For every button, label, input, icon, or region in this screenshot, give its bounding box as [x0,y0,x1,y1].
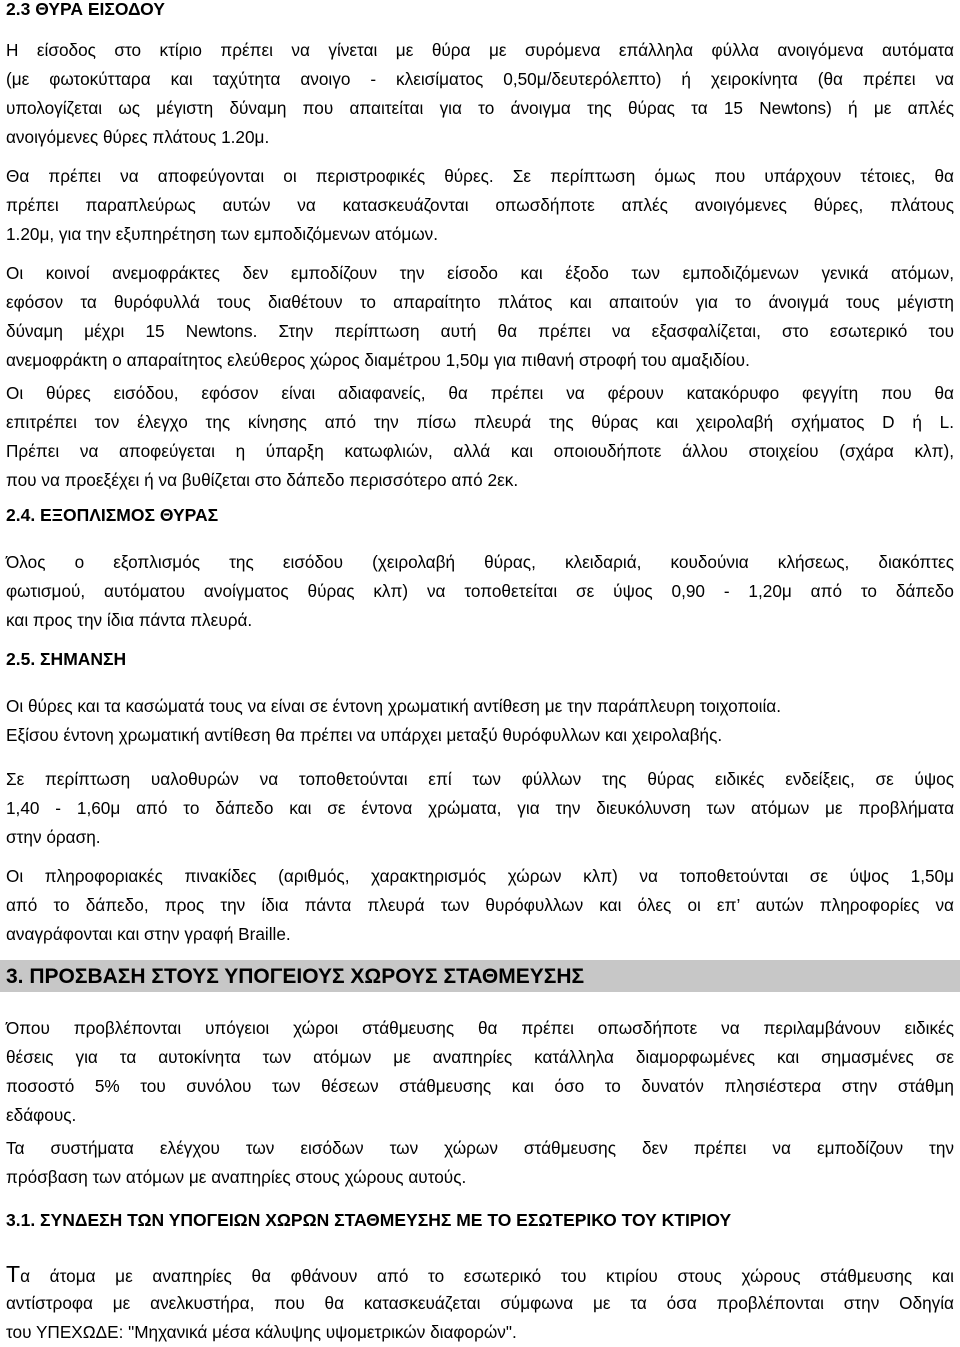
section-heading-2-5 [6,645,954,674]
section-heading-3: 3. ΠΡΟΣΒΑΣΗ ΣΤΟΥΣ ΥΠΟΓΕΙΟΥΣ ΧΩΡΟΥΣ ΣΤΑΘΜΕΥΣΗΣ [6,965,585,988]
paragraph-line: αναγράφονται και στην γραφή Braille. [6,924,291,944]
paragraph-opaque-doors [6,379,954,495]
paragraph-info-signs [6,862,954,949]
paragraph-line: ανοιγόμενες θύρες πλάτους 1.20μ. [6,127,270,147]
paragraph-line: Οι θύρες και τα κασώματά τους να είναι σε έντονη χρωματική αντίθεση με την παράπλευρη τοιχοποιία. [6,696,782,716]
drop-letter: Τ [6,1261,21,1287]
paragraph-underground-parking [6,1014,954,1130]
section-heading-2-4 [6,501,954,530]
paragraph-line: φωτισμού, αυτόματου ανοίγματος θύρας κλπ) να τοποθετείται σε ύψος 0,90 - 1,20μ από το δάπεδο [6,581,954,601]
paragraph-line: 1,40 - 1,60μ από το δάπεδο και σε έντονα χρώματα, για την διευκόλυνση των ατόμων με προβλήματα [6,798,954,818]
paragraph-line: Όπου προβλέπονται υπόγειοι χώροι στάθμευσης θα πρέπει οπωσδήποτε να περιλαμβάνουν ειδικές [6,1018,954,1038]
paragraph-revolving-doors [6,162,954,249]
paragraph-line: 1.20μ, για την εξυπηρέτηση των εμποδιζόμενων ατόμων. [6,224,439,244]
paragraph-line: Όλος ο εξοπλισμός της εισόδου (χειρολαβή θύρας, κλειδαριά, κουδούνια κλήσεως, διακόπτες [6,552,954,572]
section-heading-3-1 [6,1206,954,1235]
paragraph-line: και προς την ίδια πάντα πλευρά. [6,610,253,630]
paragraph-line: ποσοστό 5% του συνόλου των θέσεων στάθμευσης και όσο το δυνατόν πλησιέστερα στην στάθμη [6,1076,954,1096]
paragraph-entrance-door [6,36,954,152]
paragraph-line: (με φωτοκύτταρα και ταχύτητα ανοιγο - κλεισίματος 0,50μ/δευτερόλεπτο) ή χειροκίνητα (θα πρέπει να [6,69,954,89]
paragraph-line: που να προεξέχει ή να βυθίζεται στο δάπεδο περισσότερο από 2εκ. [6,470,519,490]
paragraph-windbreaks [6,259,954,375]
paragraph-line: ανεμοφράκτη ο απαραίτητος ελεύθερος χώρος διαμέτρου 1,50μ για πιθανή στροφή του αμαξιδίου. [6,350,750,370]
paragraph-line: πρόσβαση των ατόμων με αναπηρίες στους χώρους αυτούς. [6,1167,467,1187]
paragraph-line: Θα πρέπει να αποφεύγονται οι περιστροφικές θύρες. Σε περίπτωση όμως που υπάρχουν τέτοιες, θα [6,166,954,186]
paragraph-line: εδάφους. [6,1105,77,1125]
paragraph-line: υπολογίζεται ως μέγιστη δύναμη που απαιτείται για το άνοιγμα της θύρας τα 15 Newtons) ή με απλές [6,98,954,118]
heading-text: 2.5. ΣΗΜΑΝΣΗ [6,649,127,669]
paragraph-line: του ΥΠΕΧΩΔΕ: "Μηχανικά μέσα κάλυψης υψομετρικών διαφορών". [6,1322,517,1342]
paragraph-line: επιτρέπει τον έλεγχο της κίνησης από την πίσω πλευρά της θύρας και χειρολαβή σχήματος D ή L. [6,412,954,432]
paragraph-access-control [6,1134,954,1192]
paragraph-line: εφόσον τα θυρόφυλλά τους διαθέτουν το απαραίτητο πλάτος και απαιτούν για το άνοιγμά τους μέγιστη [6,292,954,312]
paragraph-line: δύναμη μέχρι 15 Newtons. Στην περίπτωση αυτή θα πρέπει να εξασφαλίζεται, στο εσωτερικό του [6,321,954,341]
paragraph-line: Σε περίπτωση υαλοθυρών να τοποθετούνται επί των φύλλων της θύρας ειδικές ενδείξεις, σε ύψος [6,769,954,789]
paragraph-line: Οι θύρες εισόδου, εφόσον είναι αδιαφανείς, θα πρέπει να φέρουν κατακόρυφο φεγγίτη που θα [6,383,954,403]
section-heading-2-3 [6,0,954,24]
paragraph-line: Τα συστήματα ελέγχου των εισόδων των χώρων στάθμευσης δεν πρέπει να εμποδίζουν την [6,1138,954,1158]
paragraph-parking-connection [6,1260,954,1347]
paragraph-line: Οι πληροφοριακές πινακίδες (αριθμός, χαρακτηρισμός χώρων κλπ) να τοποθετούνται σε ύψος 1,50μ [6,866,954,886]
paragraph-line: πρέπει παραπλεύρως αυτών να κατασκευάζονται οπωσδήποτε απλές ανοιγόμενες θύρες, πλάτους [6,195,954,215]
paragraph-glass-doors [6,765,954,852]
paragraph-first-line [6,1260,954,1289]
paragraph-line: στην όραση. [6,827,101,847]
heading-text: 2.3 ΘΥΡΑ ΕΙΣΟΔΟΥ [6,0,165,19]
heading-text: 3.1. ΣΥΝΔΕΣΗ ΤΩΝ ΥΠΟΓΕΙΩΝ ΧΩΡΩΝ ΣΤΑΘΜΕΥΣΗΣ ΜΕ ΤΟ ΕΣΩΤΕΡΙΚΟ ΤΟΥ ΚΤΙΡΙΟΥ [6,1210,732,1230]
paragraph-color-contrast [6,692,954,750]
paragraph-line: Η είσοδος στο κτίριο πρέπει να γίνεται με θύρα με συρόμενα επάλληλα φύλλα ανοιγόμενα αυτόματα [6,40,954,60]
paragraph-line: Οι κοινοί ανεμοφράκτες δεν εμποδίζουν την είσοδο και έξοδο των εμποδιζόμενων γενικά ατόμων, [6,263,954,283]
paragraph-line: από το δάπεδο, προς την ίδια πάντα πλευρά των θυρόφυλλων και όλες οι επ’ αυτών πληροφορίες να [6,895,954,915]
paragraph-line-text: α άτομα με αναπηρίες θα φθάνουν από το εσωτερικό του κτιρίου στους χώρους στάθμευσης και [20,1266,954,1286]
paragraph-line: αντίστροφα με ανελκυστήρα, που θα κατασκευάζεται σύμφωνα με τα όσα προβλέπονται στην Οδηγία [6,1293,954,1313]
paragraph-door-equipment [6,548,954,635]
heading-text: 2.4. ΕΞΟΠΛΙΣΜΟΣ ΘΥΡΑΣ [6,505,219,525]
paragraph-line: θέσεις για τα αυτοκίνητα των ατόμων με αναπηρίες κατάλληλα διαμορφωμένες και σημασμένες σε [6,1047,954,1067]
paragraph-line: Πρέπει να αποφεύγεται η ύπαρξη κατωφλιών, αλλά και οποιουδήποτε άλλου στοιχείου (σχάρα κλπ), [6,441,954,461]
paragraph-line: Εξίσου έντονη χρωματική αντίθεση θα πρέπει να υπάρχει μεταξύ θυρόφυλλων και χειρολαβής. [6,725,723,745]
